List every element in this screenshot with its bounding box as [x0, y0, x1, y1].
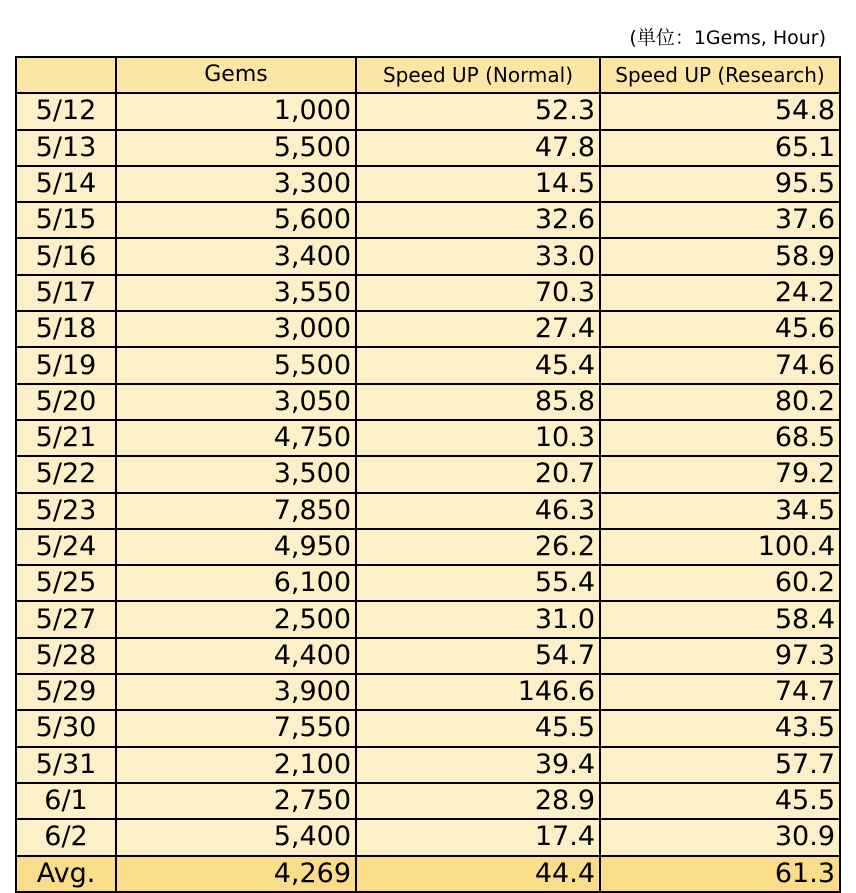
date-cell: 5/23 — [16, 493, 116, 529]
gems-cell: 6,100 — [116, 565, 356, 601]
header-gems: Gems — [116, 57, 356, 93]
table-row — [16, 601, 840, 637]
speed-up-research-cell: 45.5 — [600, 783, 840, 819]
gems-cell: 5,400 — [116, 819, 356, 855]
speed-up-research-cell: 30.9 — [600, 819, 840, 855]
date-cell: 5/22 — [16, 456, 116, 492]
date-cell: 5/13 — [16, 130, 116, 166]
table-row — [16, 710, 840, 746]
speed-up-normal-cell: 31.0 — [356, 601, 600, 637]
date-cell: 6/2 — [16, 819, 116, 855]
speed-up-research-cell: 57.7 — [600, 747, 840, 783]
speed-up-normal-cell: 47.8 — [356, 130, 600, 166]
date-cell: 5/15 — [16, 202, 116, 238]
gems-cell: 2,750 — [116, 783, 356, 819]
date-cell: 5/18 — [16, 311, 116, 347]
table-row — [16, 529, 840, 565]
date-cell: 5/31 — [16, 747, 116, 783]
speed-up-research-cell: 34.5 — [600, 493, 840, 529]
average-row — [16, 856, 840, 892]
speed-up-research-cell: 54.8 — [600, 93, 840, 129]
gems-cell: 4,950 — [116, 529, 356, 565]
date-cell: 5/17 — [16, 275, 116, 311]
table-row — [16, 130, 840, 166]
speed-up-research-cell: 45.6 — [600, 311, 840, 347]
date-cell: 5/30 — [16, 710, 116, 746]
gems-cell: 3,500 — [116, 456, 356, 492]
table-row — [16, 493, 840, 529]
gems-cell: 7,550 — [116, 710, 356, 746]
unit-note: (単位：1Gems, Hour) — [629, 27, 826, 49]
gems-cell: 3,000 — [116, 311, 356, 347]
speed-up-normal-cell: 27.4 — [356, 311, 600, 347]
speed-up-research-cell: 68.5 — [600, 420, 840, 456]
speed-up-normal-cell: 45.4 — [356, 347, 600, 383]
date-cell: 5/27 — [16, 601, 116, 637]
table-row — [16, 456, 840, 492]
gems-cell: 2,500 — [116, 601, 356, 637]
speed-up-normal-cell: 10.3 — [356, 420, 600, 456]
speed-up-research-cell: 37.6 — [600, 202, 840, 238]
speed-up-research-cell: 58.9 — [600, 238, 840, 274]
table-row — [16, 238, 840, 274]
speed-up-normal-cell: 46.3 — [356, 493, 600, 529]
gems-cell: 7,850 — [116, 493, 356, 529]
date-cell: 5/12 — [16, 93, 116, 129]
speed-up-research-cell: 97.3 — [600, 638, 840, 674]
header-row — [16, 57, 840, 93]
speed-up-normal-cell: 146.6 — [356, 674, 600, 710]
gems-cell: 2,100 — [116, 747, 356, 783]
speed-up-normal-cell: 33.0 — [356, 238, 600, 274]
speed-up-normal-cell: 52.3 — [356, 93, 600, 129]
gems-cell: 1,000 — [116, 93, 356, 129]
gems-cell: 5,500 — [116, 347, 356, 383]
speed-up-research-cell: 65.1 — [600, 130, 840, 166]
gems-cell: 4,400 — [116, 638, 356, 674]
table-row — [16, 384, 840, 420]
date-cell: 5/24 — [16, 529, 116, 565]
speed-up-research-cell: 79.2 — [600, 456, 840, 492]
gems-cell: 4,750 — [116, 420, 356, 456]
speed-up-research-cell: 74.7 — [600, 674, 840, 710]
date-cell: 5/25 — [16, 565, 116, 601]
speed-up-research-cell: 60.2 — [600, 565, 840, 601]
gems-cell: 3,300 — [116, 166, 356, 202]
speed-up-normal-cell: 55.4 — [356, 565, 600, 601]
table-row — [16, 93, 840, 129]
average-speed-up-normal: 44.4 — [356, 856, 600, 892]
date-cell: 5/21 — [16, 420, 116, 456]
date-cell: 5/29 — [16, 674, 116, 710]
gems-cell: 3,900 — [116, 674, 356, 710]
table-row — [16, 311, 840, 347]
speed-up-research-cell: 24.2 — [600, 275, 840, 311]
average-speed-up-research: 61.3 — [600, 856, 840, 892]
gems-cell: 5,600 — [116, 202, 356, 238]
table-body — [16, 93, 840, 855]
speed-up-normal-cell: 32.6 — [356, 202, 600, 238]
gems-cell: 3,550 — [116, 275, 356, 311]
date-cell: 5/16 — [16, 238, 116, 274]
speed-up-research-cell: 95.5 — [600, 166, 840, 202]
header-speed-up-research: Speed UP (Research) — [600, 57, 840, 93]
speed-up-research-cell: 74.6 — [600, 347, 840, 383]
header-date — [16, 57, 116, 93]
speed-up-normal-cell: 28.9 — [356, 783, 600, 819]
date-cell: 6/1 — [16, 783, 116, 819]
header-speed-up-normal: Speed UP (Normal) — [356, 57, 600, 93]
average-label: Avg. — [16, 856, 116, 892]
date-cell: 5/14 — [16, 166, 116, 202]
speed-up-normal-cell: 85.8 — [356, 384, 600, 420]
table-row — [16, 565, 840, 601]
table-row — [16, 674, 840, 710]
table-row — [16, 166, 840, 202]
speed-up-normal-cell: 54.7 — [356, 638, 600, 674]
gems-cell: 3,050 — [116, 384, 356, 420]
table-row — [16, 819, 840, 855]
speed-up-normal-cell: 26.2 — [356, 529, 600, 565]
average-gems: 4,269 — [116, 856, 356, 892]
speed-up-research-cell: 58.4 — [600, 601, 840, 637]
table-row — [16, 638, 840, 674]
table-row — [16, 275, 840, 311]
speed-up-normal-cell: 39.4 — [356, 747, 600, 783]
table-row — [16, 202, 840, 238]
date-cell: 5/28 — [16, 638, 116, 674]
date-cell: 5/20 — [16, 384, 116, 420]
speed-up-normal-cell: 70.3 — [356, 275, 600, 311]
speed-up-normal-cell: 45.5 — [356, 710, 600, 746]
table-row — [16, 783, 840, 819]
gems-speedup-table — [15, 56, 841, 893]
speed-up-research-cell: 100.4 — [600, 529, 840, 565]
date-cell: 5/19 — [16, 347, 116, 383]
speed-up-normal-cell: 17.4 — [356, 819, 600, 855]
table-row — [16, 347, 840, 383]
table-row — [16, 420, 840, 456]
gems-cell: 3,400 — [116, 238, 356, 274]
speed-up-research-cell: 80.2 — [600, 384, 840, 420]
speed-up-normal-cell: 20.7 — [356, 456, 600, 492]
gems-cell: 5,500 — [116, 130, 356, 166]
speed-up-normal-cell: 14.5 — [356, 166, 600, 202]
speed-up-research-cell: 43.5 — [600, 710, 840, 746]
table-row — [16, 747, 840, 783]
